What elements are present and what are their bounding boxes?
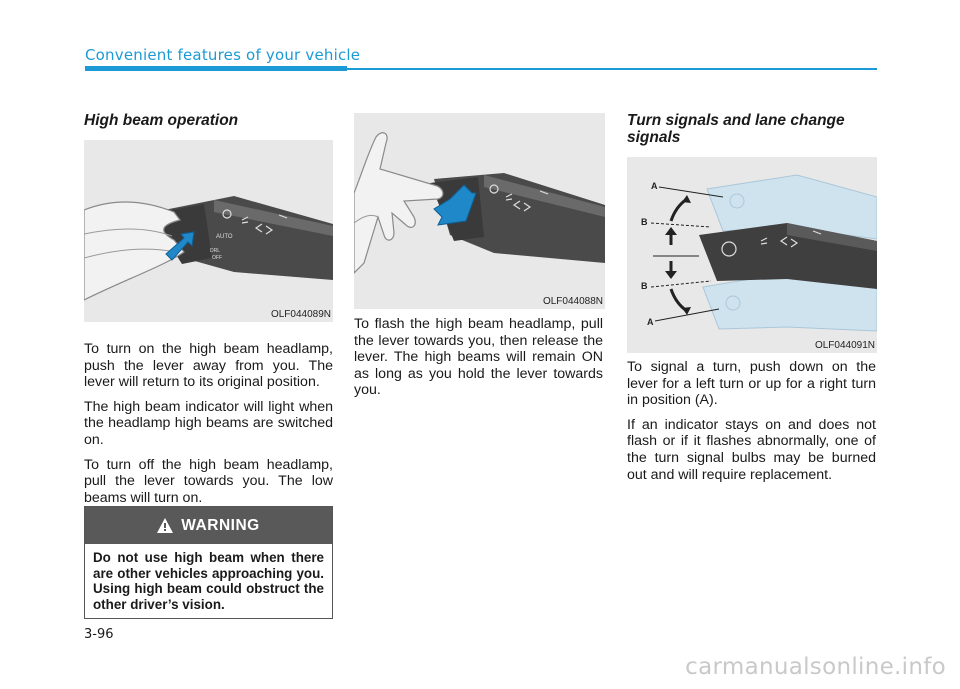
col2-body — [354, 316, 603, 399]
col1-title-wrap — [84, 112, 333, 129]
off-label: OFF — [212, 255, 222, 261]
header-rule-thick — [85, 66, 347, 71]
drl-label: DRL — [210, 248, 221, 254]
warning-label: WARNING — [181, 516, 260, 534]
label-a-top: A — [651, 181, 658, 191]
paragraph: If an indicator stays on and does not flash or if it flashes abnormally, one of the turn signal bulbs may be burned out and will require replacement. — [627, 416, 876, 483]
figure-code: OLF044089N — [270, 309, 331, 320]
paragraph: To turn on the high beam headlamp, push the lever away from you. The lever will return to its original position. — [84, 341, 333, 391]
paragraph: The high beam indicator will light when the headlamp high beams are switched on. — [84, 398, 333, 448]
high-beam-push-illustration — [84, 140, 333, 322]
page-number: 3-96 — [84, 627, 114, 642]
warning-header — [85, 507, 332, 544]
figure-code: OLF044088N — [542, 296, 603, 307]
paragraph: To signal a turn, push down on the lever for a left turn or up for a right turn in position (A). — [627, 359, 876, 409]
warning-triangle-icon — [157, 518, 173, 533]
figure-flash-to-pass — [354, 113, 605, 309]
paragraph: To turn off the high beam headlamp, pull the lever towards you. The low beams will turn on. — [84, 456, 333, 506]
col3-body — [627, 359, 876, 483]
label-a-bottom: A — [647, 317, 654, 327]
turn-signal-title: Turn signals and lane change signals — [627, 112, 845, 146]
header-rule-thin — [347, 68, 877, 70]
turn-signal-illustration — [627, 157, 877, 353]
figure-high-beam-push — [84, 140, 333, 322]
section-header-title: Convenient features of your vehicle — [85, 46, 361, 64]
auto-label: AUTO — [216, 234, 233, 240]
warning-text: Do not use high beam when there are other vehicles approaching you. Using high beam could obstruct the other driver’s vision. — [93, 550, 324, 612]
high-beam-title: High beam operation — [84, 112, 239, 129]
warning-box — [84, 506, 333, 619]
figure-turn-signals — [627, 157, 877, 353]
col3-title-wrap — [627, 112, 876, 146]
figure-code: OLF044091N — [814, 340, 875, 351]
paragraph: To flash the high beam headlamp, pull the lever towards you, then release the lever. The high beams will remain ON as long as you hold the lever towards you. — [354, 316, 603, 399]
flash-to-pass-illustration — [354, 113, 605, 309]
label-b-bottom: B — [641, 281, 648, 291]
label-b-top: B — [641, 217, 648, 227]
col1-body — [84, 341, 333, 506]
watermark-text: carmanualsonline.info — [685, 654, 946, 680]
